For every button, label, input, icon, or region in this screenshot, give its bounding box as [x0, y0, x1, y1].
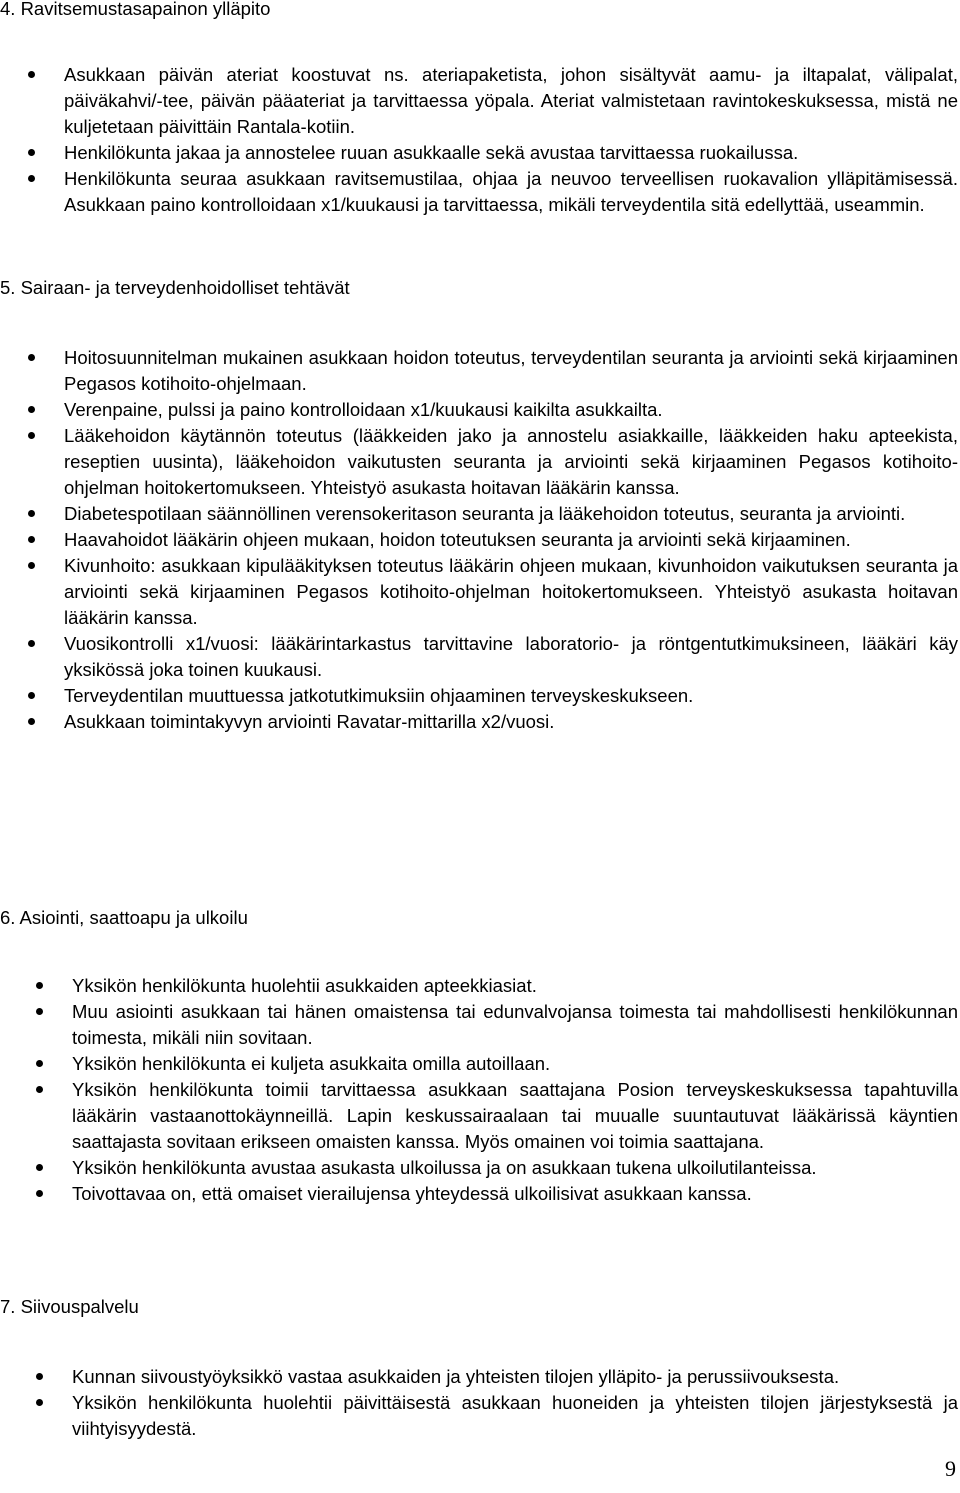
- list-item: Yksikön henkilökunta ei kuljeta asukkaita omilla autoillaan.: [72, 1051, 958, 1077]
- section-7-heading: 7. Siivouspalvelu: [0, 1296, 139, 1317]
- list-item: Muu asiointi asukkaan tai hänen omaistensa tai edunvalvojansa toimesta tai mahdollisesti henkilökunnan toimesta, mikäli niin sovitaan.: [72, 999, 958, 1051]
- section-4-list: [64, 62, 958, 218]
- bullet-icon: [28, 510, 35, 517]
- bullet-icon: [36, 1086, 43, 1093]
- bullet-icon: [28, 432, 35, 439]
- list-item: Asukkaan toimintakyvyn arviointi Ravatar-mittarilla x2/vuosi.: [64, 709, 958, 735]
- list-item: Yksikön henkilökunta avustaa asukasta ulkoilussa ja on asukkaan tukena ulkoilutilanteissa.: [72, 1155, 958, 1181]
- section-6-list: [72, 973, 958, 1207]
- section-7-list: [72, 1364, 958, 1442]
- bullet-icon: [28, 354, 35, 361]
- bullet-icon: [28, 692, 35, 699]
- list-item: Lääkehoidon käytännön toteutus (lääkkeiden jako ja annostelu asiakkaille, lääkkeiden haku apteekista, reseptien uusinta), lääkehoidon vaikutusten seuranta ja arviointi sekä kirjaaminen Pegasos kotihoito-ohjelman hoitokertomukseen. Yhteistyö asukasta hoitavan lääkärin kanssa.: [64, 423, 958, 501]
- list-item: Vuosikontrolli x1/vuosi: lääkärintarkastus tarvittavine laboratorio- ja röntgentutkimuksineen, lääkäri käy yksikössä joka toinen kuukausi.: [64, 631, 958, 683]
- bullet-icon: [28, 536, 35, 543]
- list-item: Henkilökunta seuraa asukkaan ravitsemustilaa, ohjaa ja neuvoo terveellisen ruokavalion ylläpitämisessä. Asukkaan paino kontrolloidaan x1/kuukausi ja tarvittaessa, mikäli terveydentila sitä edellyttää, useammin.: [64, 166, 958, 218]
- list-item: Yksikön henkilökunta huolehtii asukkaiden apteekkiasiat.: [72, 973, 958, 999]
- bullet-icon: [28, 562, 35, 569]
- list-item: Toivottavaa on, että omaiset vierailujensa yhteydessä ulkoilisivat asukkaan kanssa.: [72, 1181, 958, 1207]
- list-item: Haavahoidot lääkärin ohjeen mukaan, hoidon toteutuksen seuranta ja arviointi sekä kirjaaminen.: [64, 527, 958, 553]
- list-item: Diabetespotilaan säännöllinen verensokeritason seuranta ja lääkehoidon toteutus, seuranta ja arviointi.: [64, 501, 958, 527]
- bullet-icon: [36, 1399, 43, 1406]
- list-item: Verenpaine, pulssi ja paino kontrolloidaan x1/kuukausi kaikilta asukkailta.: [64, 397, 958, 423]
- bullet-icon: [36, 1373, 43, 1380]
- section-5-list: [64, 345, 958, 735]
- list-item: Hoitosuunnitelman mukainen asukkaan hoidon toteutus, terveydentilan seuranta ja arviointi sekä kirjaaminen Pegasos kotihoito-ohjelmaan.: [64, 345, 958, 397]
- bullet-icon: [36, 1060, 43, 1067]
- bullet-icon: [28, 71, 35, 78]
- list-item: Henkilökunta jakaa ja annostelee ruuan asukkaalle sekä avustaa tarvittaessa ruokailussa.: [64, 140, 958, 166]
- section-5-heading: 5. Sairaan- ja terveydenhoidolliset tehtävät: [0, 277, 350, 298]
- section-6-heading: 6. Asiointi, saattoapu ja ulkoilu: [0, 907, 248, 928]
- list-item: Yksikön henkilökunta toimii tarvittaessa asukkaan saattajana Posion terveyskeskuksessa tapahtuvilla lääkärin vastaanottokäynneillä. Lapin keskussairaalaan tai muualle suuntautuvat lääkärissä käyntien saattajasta sovitaan erikseen omaisten kanssa. Myös omainen voi toimia saattajana.: [72, 1077, 958, 1155]
- list-item: Yksikön henkilökunta huolehtii päivittäisestä asukkaan huoneiden ja yhteisten tilojen järjestyksestä ja viihtyisyydestä.: [72, 1390, 958, 1442]
- page-number: 9: [945, 1456, 956, 1481]
- bullet-icon: [36, 982, 43, 989]
- bullet-icon: [36, 1190, 43, 1197]
- bullet-icon: [28, 640, 35, 647]
- bullet-icon: [36, 1008, 43, 1015]
- list-item: Asukkaan päivän ateriat koostuvat ns. ateriapaketista, johon sisältyvät aamu- ja iltapalat, välipalat, päiväkahvi/-tee, päivän pääateriat ja tarvittaessa yöpala. Ateriat valmistetaan ravintokeskuksessa, mistä ne kuljetetaan päivittäin Rantala-kotiin.: [64, 62, 958, 140]
- bullet-icon: [28, 149, 35, 156]
- bullet-icon: [36, 1164, 43, 1171]
- list-item: Kunnan siivoustyöyksikkö vastaa asukkaiden ja yhteisten tilojen ylläpito- ja perussiivouksesta.: [72, 1364, 958, 1390]
- list-item: Kivunhoito: asukkaan kipulääkityksen toteutus lääkärin ohjeen mukaan, kivunhoidon vaikutuksen seuranta ja arviointi sekä kirjaaminen Pegasos kotihoito-ohjelman hoitokertomukseen. Yhteistyö asukasta hoitavan lääkärin kanssa.: [64, 553, 958, 631]
- bullet-icon: [28, 406, 35, 413]
- section-4-heading: 4. Ravitsemustasapainon ylläpito: [0, 0, 271, 19]
- list-item: Terveydentilan muuttuessa jatkotutkimuksiin ohjaaminen terveyskeskukseen.: [64, 683, 958, 709]
- bullet-icon: [28, 718, 35, 725]
- bullet-icon: [28, 175, 35, 182]
